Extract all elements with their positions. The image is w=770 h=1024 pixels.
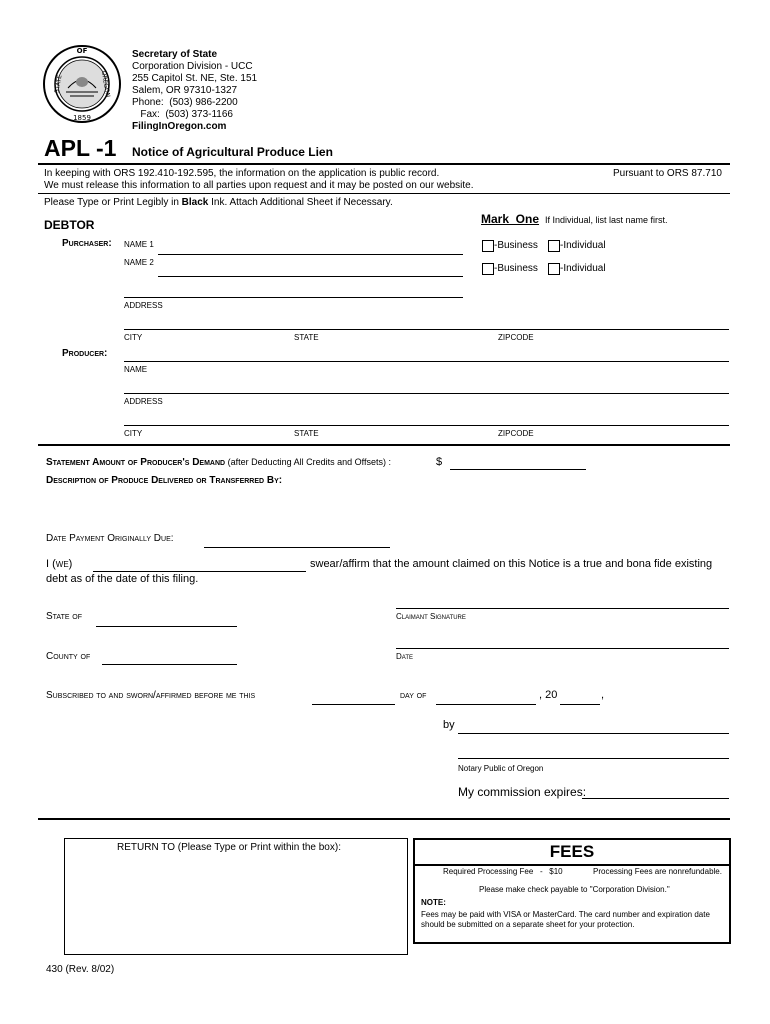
agency-street: 255 Capitol St. NE, Ste. 151 bbox=[132, 73, 258, 84]
debtor-heading: DEBTOR bbox=[44, 218, 95, 232]
note-label: NOTE: bbox=[421, 898, 446, 907]
divider bbox=[38, 818, 730, 820]
address-label-2: ADDRESS bbox=[124, 397, 163, 406]
producer-address-input[interactable] bbox=[124, 379, 729, 394]
purchaser1-individual-checkbox[interactable] bbox=[548, 240, 560, 252]
day-of-label: day of bbox=[400, 690, 427, 701]
business-label: -Business bbox=[494, 240, 538, 251]
city-label: CITY bbox=[124, 333, 143, 342]
state-of-label: State of bbox=[46, 611, 83, 622]
business-label-2: -Business bbox=[494, 263, 538, 274]
return-to-label: RETURN TO (Please Type or Print within the box): bbox=[117, 842, 341, 853]
demand-statement bbox=[46, 457, 391, 468]
required-fee: Required Processing Fee - $10 bbox=[443, 867, 563, 876]
svg-text:STATE: STATE bbox=[53, 74, 64, 94]
purchaser-city-state-zip-input[interactable] bbox=[124, 315, 729, 330]
fees-box bbox=[413, 838, 731, 944]
year-comma: , bbox=[601, 689, 605, 701]
address-label: ADDRESS bbox=[124, 301, 163, 310]
month-input[interactable] bbox=[436, 690, 536, 705]
public-record-notice-2: We must release this information to all parties upon request and it may be posted on our website. bbox=[44, 180, 474, 191]
year-prefix: , 20 bbox=[539, 689, 558, 701]
agency-city: Salem, OR 97310-1327 bbox=[132, 85, 238, 96]
day-input[interactable] bbox=[312, 690, 395, 705]
agency-name: Secretary of State bbox=[132, 49, 218, 60]
fees-title: FEES bbox=[549, 842, 595, 861]
agency-address bbox=[132, 49, 257, 133]
demand-amount-input[interactable] bbox=[450, 455, 586, 470]
commission-label: My commission expires: bbox=[458, 785, 587, 799]
subscribed-label: Subscribed to and sworn/affirmed before me this bbox=[46, 690, 256, 701]
by-label: by bbox=[443, 719, 455, 731]
purchaser2-business-checkbox[interactable] bbox=[482, 263, 494, 275]
instruction-bold: Black bbox=[181, 197, 209, 208]
claimant-signature-label: Claimant Signature bbox=[396, 612, 466, 621]
notary-signature-line[interactable] bbox=[458, 758, 729, 759]
public-record-notice: In keeping with ORS 192.410-192.595, the information on the application is public record. bbox=[44, 168, 440, 179]
producer-name-input[interactable] bbox=[124, 347, 729, 362]
claimant-signature-line[interactable] bbox=[396, 608, 729, 609]
affirm-text: swear/affirm that the amount claimed on this Notice is a true and bona fide existing bbox=[310, 558, 713, 570]
produce-description-label: Description of Produce Delivered or Transferred By: bbox=[46, 475, 283, 486]
commission-expires-input[interactable] bbox=[582, 784, 729, 799]
agency-fax: Fax: (503) 373-1166 bbox=[132, 109, 233, 120]
purchaser-name2-input[interactable] bbox=[158, 262, 463, 277]
svg-text:OREGON: OREGON bbox=[99, 70, 112, 98]
county-of-input[interactable] bbox=[102, 650, 237, 665]
dollar-sign: $ bbox=[436, 456, 443, 468]
name2-label: NAME 2 bbox=[124, 258, 154, 267]
date-due-label: Date Payment Originally Due: bbox=[46, 533, 174, 544]
claimant-name-input[interactable] bbox=[93, 557, 306, 572]
purchaser-label: Purchaser: bbox=[62, 238, 112, 249]
individual-label: -Individual bbox=[560, 240, 606, 251]
county-of-label: County of bbox=[46, 651, 91, 662]
fee-note-1: Fees may be paid with VISA or MasterCard. The card number and expiration date bbox=[421, 910, 710, 919]
state-label-2: STATE bbox=[294, 429, 319, 438]
demand-note: (after Deducting All Credits and Offsets) : bbox=[225, 457, 391, 467]
divider bbox=[38, 193, 730, 194]
demand-label: Statement Amount of Producer's Demand bbox=[46, 457, 226, 468]
zipcode-label-2: ZIPCODE bbox=[498, 429, 534, 438]
pursuant-ors: Pursuant to ORS 87.710 bbox=[613, 168, 722, 179]
agency-phone: Phone: (503) 986-2200 bbox=[132, 97, 238, 108]
notary-public-label: Notary Public of Oregon bbox=[458, 764, 544, 773]
purchaser-name1-input[interactable] bbox=[158, 240, 463, 255]
city-label-2: CITY bbox=[124, 429, 143, 438]
divider bbox=[38, 444, 730, 446]
date-line[interactable] bbox=[396, 648, 729, 649]
svg-text:OF: OF bbox=[76, 47, 88, 55]
name-label: NAME bbox=[124, 365, 148, 374]
fee-note-2: should be submitted on a separate sheet for your protection. bbox=[421, 920, 635, 929]
name1-label: NAME 1 bbox=[124, 240, 154, 249]
form-title: Notice of Agricultural Produce Lien bbox=[132, 145, 333, 159]
ink-instruction bbox=[44, 197, 393, 208]
producer-label: Producer: bbox=[62, 348, 108, 359]
return-to-box[interactable] bbox=[64, 838, 408, 955]
affirm-text-2: debt as of the date of this filing. bbox=[46, 573, 199, 585]
purchaser-address-input[interactable] bbox=[124, 283, 463, 298]
produce-description-input[interactable] bbox=[46, 495, 729, 523]
oregon-seal bbox=[42, 44, 122, 124]
fees-title-rule bbox=[415, 864, 729, 866]
payable-note: Please make check payable to "Corporation Division." bbox=[479, 885, 670, 894]
revision-label: 430 (Rev. 8/02) bbox=[46, 964, 115, 975]
purchaser2-individual-checkbox[interactable] bbox=[548, 263, 560, 275]
state-of-input[interactable] bbox=[96, 612, 237, 627]
instruction-text-2: Ink. Attach Additional Sheet if Necessary. bbox=[208, 197, 393, 208]
year-input[interactable] bbox=[560, 690, 600, 705]
individual-label-2: -Individual bbox=[560, 263, 606, 274]
by-input[interactable] bbox=[458, 719, 729, 734]
producer-city-state-zip-input[interactable] bbox=[124, 411, 729, 426]
agency-website: FilingInOregon.com bbox=[132, 121, 227, 132]
agency-division: Corporation Division - UCC bbox=[132, 61, 253, 72]
i-we-label: I (we) bbox=[46, 558, 73, 570]
mark-one-label: Mark One bbox=[481, 212, 540, 226]
divider bbox=[38, 163, 730, 165]
form-code: APL -1 bbox=[44, 135, 117, 161]
nonrefundable-note: Processing Fees are nonrefundable. bbox=[593, 867, 722, 876]
purchaser1-business-checkbox[interactable] bbox=[482, 240, 494, 252]
date-label: Date bbox=[396, 652, 414, 661]
instruction-text: Please Type or Print Legibly in bbox=[44, 197, 182, 208]
state-label: STATE bbox=[294, 333, 319, 342]
svg-text:1859: 1859 bbox=[73, 114, 91, 122]
mark-one-note: If Individual, list last name first. bbox=[545, 215, 668, 225]
zipcode-label: ZIPCODE bbox=[498, 333, 534, 342]
date-due-input[interactable] bbox=[204, 533, 390, 548]
